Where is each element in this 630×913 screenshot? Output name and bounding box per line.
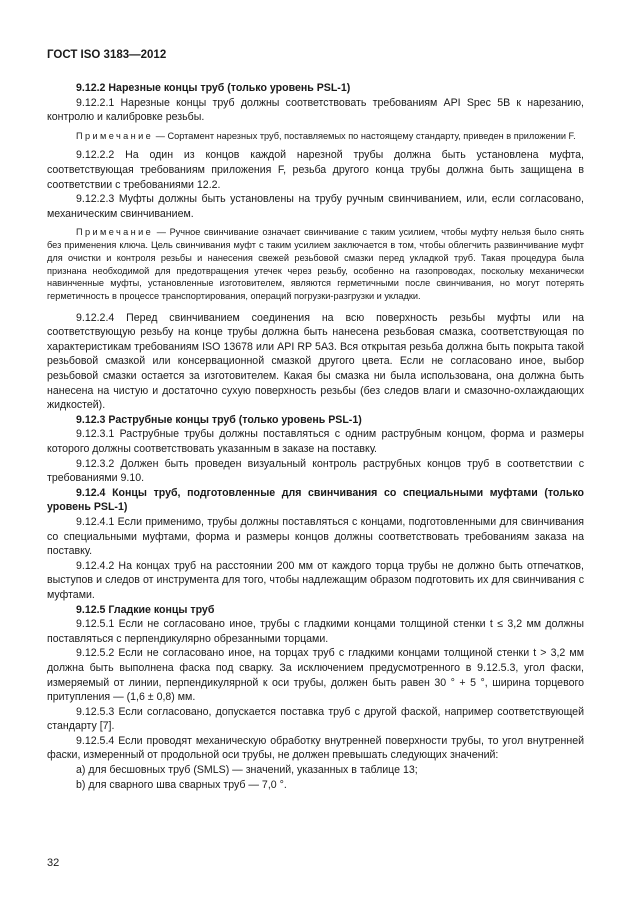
heading-9-12-2: 9.12.2 Нарезные концы труб (только уровень PSL-1) [76,82,351,94]
note-2-text: — Ручное свинчивание означает свинчивание с таким усилием, чтобы муфту нельзя было снять без применения ключа. Цель свинчивания муфт с таким усилием заключается в том, чтобы облегчить развинчивание муфт для очистки и контроля резьбы и нанесения свежей резьбовой смазки перед укладкой труб. Такая процедура была признана необходимой для предотвращения утечек через резьбу, особенно на газопроводах, поскольку механически навинченные муфты, установленные изготовителем, являются герметичными после свинчивания, но могут потерять герметичность в процессе транспортирования, операций погрузки-разгрузки и укладки. [47,227,584,301]
paragraph-9-12-2-3: 9.12.2.3 Муфты должны быть установлены на трубу ручным свинчиванием, или, если согласовано, механическим свинчиванием. [47,193,584,220]
document-body [47,81,584,792]
paragraph-9-12-4-2: 9.12.4.2 На концах труб на расстоянии 200 мм от каждого торца трубы не должно быть отпечатков, выступов и следов от инструмента для того, чтобы надлежащим образом подготовить их для свинчивания с муфтами. [47,559,584,601]
paragraph-9-12-5-4: 9.12.5.4 Если проводят механическую обработку внутренней поверхности трубы, то угол внутренней фаски, измеренный от продольной оси трубы, не должен превышать следующих значений: [47,734,584,762]
page-number: 32 [47,857,60,869]
paragraph-9-12-2-1: 9.12.2.1 Нарезные концы труб должны соответствовать требованиям API Spec 5B к нарезанию, контролю и калибровке резьбы. [47,96,584,124]
paragraph-9-12-2-4: 9.12.2.4 Перед свинчиванием соединения на всю поверхность резьбы муфты или на соответствующую резьбу на конце трубы должна быть нанесена резьбовая смазка, соответствующая по характеристикам требованиям ISO 13678 или API RP 5A3. Вся открытая резьба должна быть покрыта такой резьбовой смазкой или консервационной смазкой другого цвета. Если не согласовано иное, выбор резьбовой смазки остается за изготовителем. Какая бы смазка ни была использована, она должна быть нанесена на чистую и достаточно сухую поверхность резьбы (без следов влаги и смазочно-охлаждающих жидкостей). [47,311,584,412]
paragraph-9-12-5-2: 9.12.5.2 Если не согласовано иное, на торцах труб с гладкими концами толщиной стенки t > 3,2 мм должна быть выполнена фаска под сварку. За исключением предусмотренного в 9.12.5.3, угол фаски, измеряемый от линии, перпендикулярной к оси трубы, должен быть равен 30 ° + 5 °, ширина торцевого притупления — (1,6 ± 0,8) мм. [47,647,584,704]
document-header: ГОСТ ISO 3183—2012 [47,49,167,61]
note-2-label: Примечание [76,227,154,238]
note-1-label: Примечание [76,130,154,141]
note-2 [47,226,584,302]
note-1-text: — Сортамент нарезных труб, поставляемых по настоящему стандарту, приведен в приложении F. [153,130,576,141]
note-1 [47,130,584,143]
list-item-a: a) для бесшовных труб (SMLS) — значений, указанных в таблице 13; [76,764,418,777]
paragraph-9-12-5-3: 9.12.5.3 Если согласовано, допускается поставка труб с другой фаской, например соответствующей стандарту [7]. [47,705,584,733]
heading-9-12-5: 9.12.5 Гладкие концы труб [76,603,215,616]
paragraph-9-12-3-2: 9.12.3.2 Должен быть проведен визуальный контроль раструбных концов труб в соответствии с требованиями 9.10. [47,457,584,485]
paragraph-9-12-3-1: 9.12.3.1 Раструбные трубы должны поставляться с одним раструбным концом, форма и размеры которого должны соответствовать указанным в заказе на поставку. [47,428,584,456]
list-item-b: b) для сварного шва сварных труб — 7,0 °. [76,778,287,791]
paragraph-9-12-5-1: 9.12.5.1 Если не согласовано иное, трубы с гладкими концами толщиной стенки t ≤ 3,2 мм должны поставляться с перпендикулярно обрезанными торцами. [47,618,584,645]
paragraph-9-12-4-1: 9.12.4.1 Если применимо, трубы должны поставляться с концами, подготовленными для свинчивания со специальными муфтами, форма и размеры концов должны соответствовать требованиям заказа на поставку. [47,515,584,558]
heading-9-12-3: 9.12.3 Раструбные концы труб (только уровень PSL-1) [76,413,362,426]
heading-9-12-4: 9.12.4 Концы труб, подготовленные для свинчивания со специальными муфтами (только уровень PSL-1) [47,486,584,514]
paragraph-9-12-2-2: 9.12.2.2 На один из концов каждой нарезной трубы должна быть установлена муфта, соответствующая требованиям приложения F, резьба другого конца трубы должна быть защищена в соответствии с требованиями 12.2. [47,149,584,191]
